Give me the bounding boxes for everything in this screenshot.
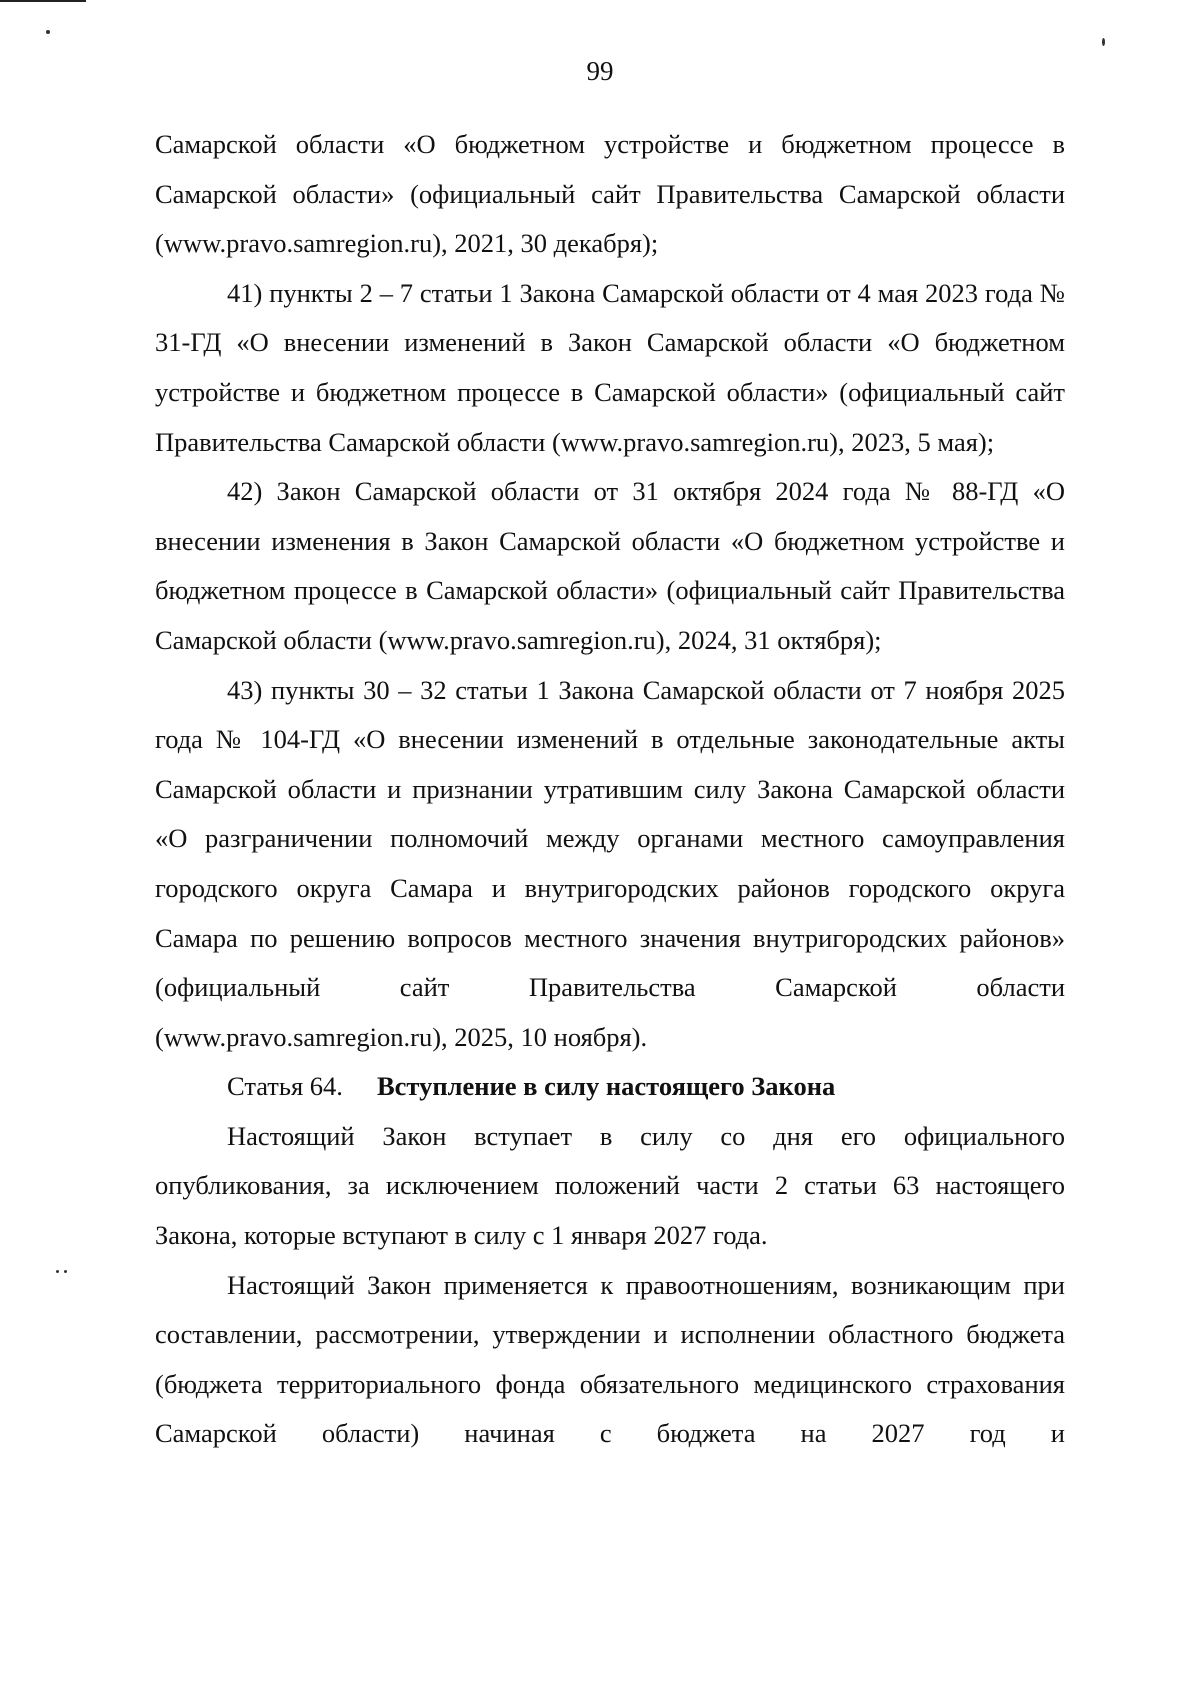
article-heading <box>155 1062 1065 1112</box>
article-title: Вступление в силу настоящего Закона <box>377 1071 836 1102</box>
scan-edge-mark <box>0 0 86 2</box>
scan-speck <box>64 1270 67 1273</box>
page-number: 99 <box>586 56 614 86</box>
list-item-43: 43) пункты 30 – 32 статьи 1 Закона Самарской области от 7 ноября 2025 года № 104-ГД «О внесении изменений в отдельные законодательные акты Самарской области и признании утратившим силу Закона Самарской области «О разграничении полномочий между органами местного самоуправления городского округа Самара и внутригородских районов городского округа Самара по решению вопросов местного значения внутригородских районов» (официальный сайт Правительства Самарской области (www.pravo.samregion.ru), 2025, 10 ноября). <box>155 674 1065 1052</box>
scan-speck <box>1102 38 1105 46</box>
document-body <box>155 120 1065 1459</box>
article-paragraph: Настоящий Закон применяется к правоотношениям, возникающим при составлении, рассмотрении, утверждении и исполнении областного бюджета (бюджета территориального фонда обязательного медицинского страхования Самарской области) начиная с бюджета на 2027 год и <box>155 1269 1065 1449</box>
paragraph-continuation: Самарской области «О бюджетном устройстве и бюджетном процессе в Самарской области» (официальный сайт Правительства Самарской области (www.pravo.samregion.ru), 2021, 30 декабря); <box>155 129 1065 259</box>
scan-speck <box>56 1270 59 1273</box>
scan-speck <box>46 30 50 34</box>
list-item-41: 41) пункты 2 – 7 статьи 1 Закона Самарской области от 4 мая 2023 года № 31-ГД «О внесении изменений в Закон Самарской области «О бюджетном устройстве и бюджетном процессе в Самарской области» (официальный сайт Правительства Самарской области (www.pravo.samregion.ru), 2023, 5 мая); <box>155 277 1065 457</box>
list-item-42: 42) Закон Самарской области от 31 октября 2024 года № 88-ГД «О внесении изменения в Закон Самарской области «О бюджетном устройстве и бюджетном процессе в Самарской области» (официальный сайт Правительства Самарской области (www.pravo.samregion.ru), 2024, 31 октября); <box>155 476 1065 655</box>
article-paragraph: Настоящий Закон вступает в силу со дня его официального опубликования, за исключением положений части 2 статьи 63 настоящего Закона, которые вступают в силу с 1 января 2027 года. <box>155 1120 1065 1251</box>
article-number: Статья 64. <box>227 1071 343 1102</box>
